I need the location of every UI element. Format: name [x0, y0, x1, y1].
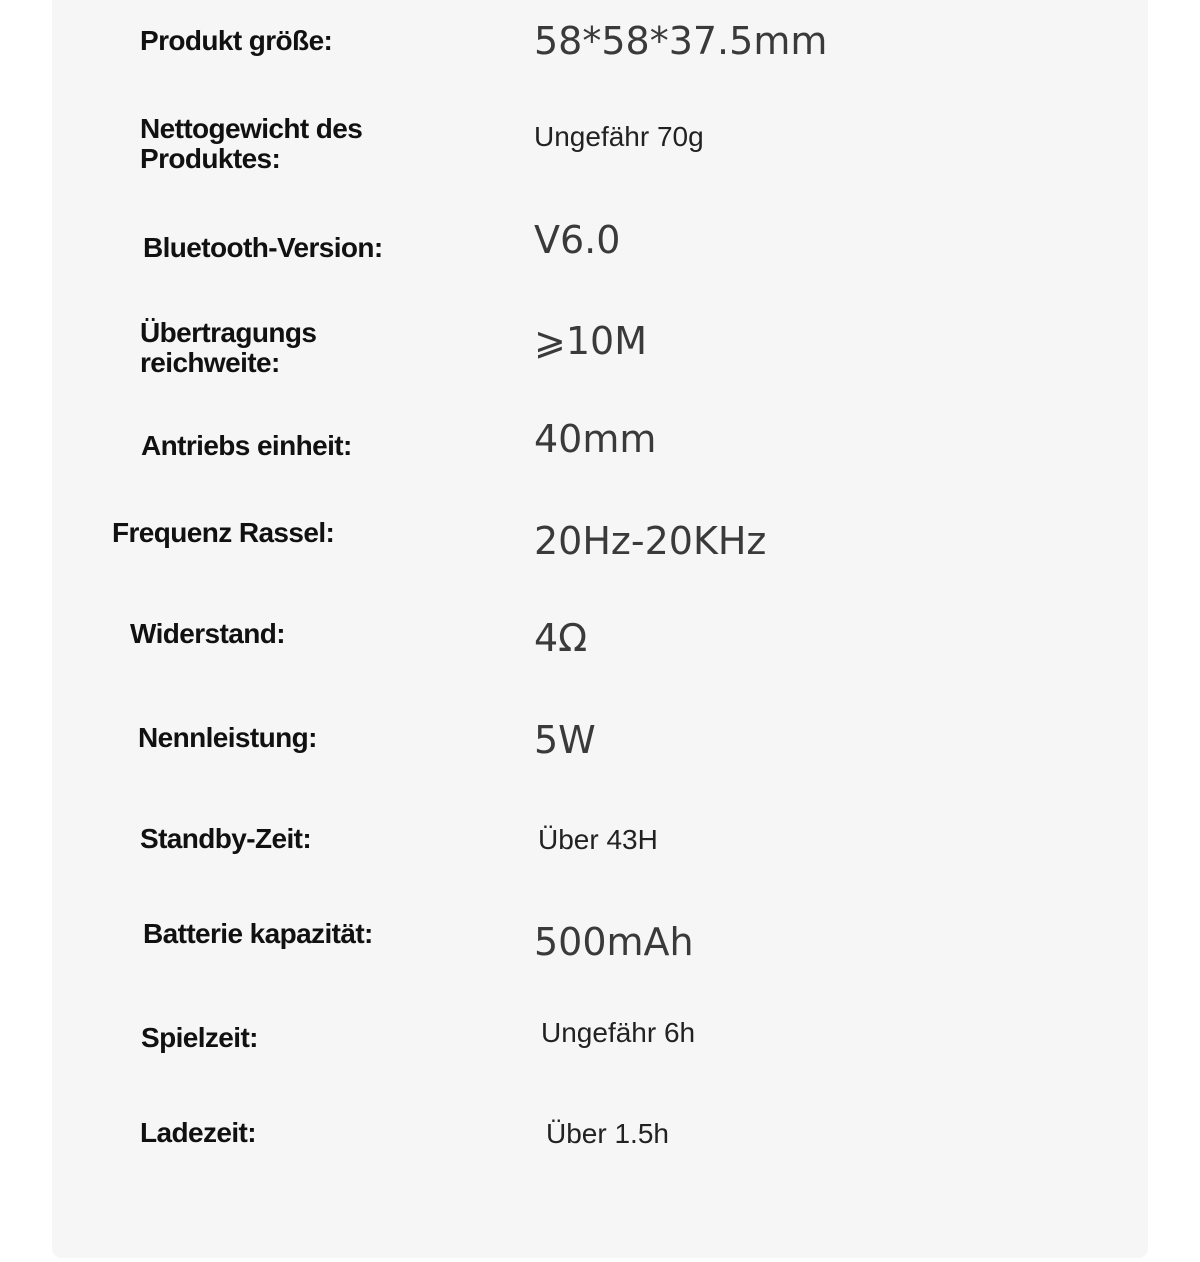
spec-value-charging-time: Über 1.5h	[546, 1118, 669, 1149]
spec-value-net-weight: Ungefähr 70g	[534, 121, 704, 152]
spec-value-play-time: Ungefähr 6h	[541, 1017, 696, 1048]
spec-value-frequency: 20Hz-20KHz	[534, 519, 767, 563]
spec-value-transmission-range: ⩾10M	[534, 319, 647, 363]
spec-label-transmission-range: Übertragungs reichweite:	[140, 317, 317, 378]
spec-value-product-size: 58*58*37.5mm	[534, 19, 828, 63]
spec-label-standby-time: Standby-Zeit:	[140, 823, 312, 854]
spec-label-frequency: Frequenz Rassel:	[112, 517, 335, 548]
spec-value-bluetooth-version: V6.0	[534, 218, 621, 262]
spec-value-resistance: 4Ω	[534, 616, 588, 660]
spec-label-resistance: Widerstand:	[130, 618, 285, 649]
spec-value-battery-capacity: 500mAh	[534, 920, 694, 964]
spec-label-battery-capacity: Batterie kapazität:	[143, 918, 373, 949]
spec-card	[52, 0, 1148, 1258]
spec-label-charging-time: Ladezeit:	[140, 1117, 256, 1148]
spec-label-product-size: Produkt größe:	[140, 25, 333, 56]
spec-label-net-weight: Nettogewicht des Produktes:	[140, 113, 363, 174]
spec-label-bluetooth-version: Bluetooth-Version:	[143, 232, 383, 263]
spec-label-driver-unit: Antriebs einheit:	[141, 430, 352, 461]
spec-value-rated-power: 5W	[534, 718, 596, 762]
spec-value-driver-unit: 40mm	[534, 417, 657, 461]
spec-value-standby-time: Über 43H	[538, 824, 658, 855]
spec-label-play-time: Spielzeit:	[141, 1022, 258, 1053]
spec-label-rated-power: Nennleistung:	[138, 722, 317, 753]
